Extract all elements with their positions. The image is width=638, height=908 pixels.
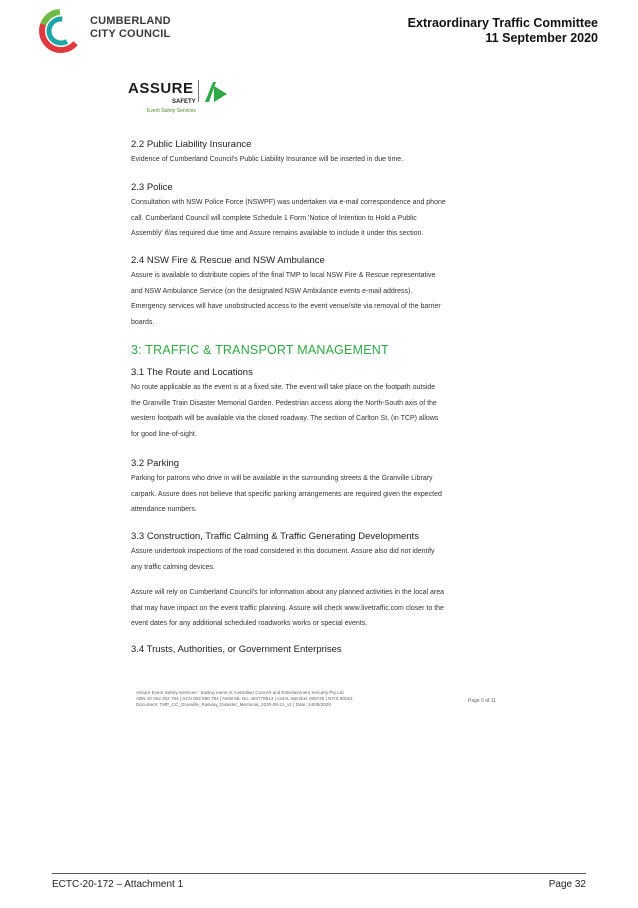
text-line: carpark. Assure does not believe that specific parking arrangements are required given the expected <box>131 490 442 498</box>
text-line: for good line-of-sight. <box>131 430 197 438</box>
text-line: Emergency services will have unobstructed access to the event venue/site via removal of the barrier <box>131 303 441 310</box>
section-2-3-body <box>131 195 511 242</box>
text-line: Evidence of Cumberland Council's Public Liability Insurance will be inserted in due time. <box>131 156 404 163</box>
text-line: Assure will rely on Cumberland Council's for information about any planned activities in the local area <box>131 589 444 596</box>
meeting-date: 11 September 2020 <box>485 31 598 45</box>
inner-footer-line: Assure Event Safety Services - trading name of Australian Concert and Entertainment Security Pty Ltd <box>136 690 344 695</box>
assure-logo-word: ASSURE <box>128 80 194 97</box>
text-line: Consultation with NSW Police Force (NSWPF) was undertaken via e-mail correspondence and phone <box>131 199 446 206</box>
assure-triangle-icon <box>203 80 229 104</box>
text-line: western footpath will be available via the closed roadway. The section of Carlton St. (in TCP) allows <box>131 415 439 422</box>
assure-logo-sub: SAFETY <box>172 99 196 105</box>
inner-footer-line: Document: TMP_CC_Granville_Railway_Disaster_Memorial_2020-08-21_v1 | Date: 24/08/2020 <box>136 702 331 707</box>
section-3-1-body <box>131 380 511 442</box>
footer-divider <box>52 873 586 874</box>
section-2-4-heading: 2.4 NSW Fire & Rescue and NSW Ambulance <box>131 255 325 266</box>
text-line: Assure is available to distribute copies of the final TMP to local NSW Fire & Rescue representative <box>131 272 436 279</box>
section-3-3-body <box>131 544 511 575</box>
section-3-heading: 3: TRAFFIC & TRANSPORT MANAGEMENT <box>131 343 389 357</box>
text-line: the Granville Train Disaster Memorial Garden. Pedestrian access along the North-South axis of the <box>131 399 437 407</box>
text-line: Assure undertook inspections of the road considered in this document. Assure also did not identify <box>131 548 435 555</box>
section-2-2-heading: 2.2 Public Liability Insurance <box>131 139 252 150</box>
text-line: any traffic calming devices. <box>131 563 215 571</box>
inner-footer-line: ABN 16 002 302 794 | ACN 002 590 794 | NSW ML No. 404776913 | ASIAL Member 008746 | NTIS 90024 <box>136 696 353 701</box>
text-line: No route applicable as the event is at a fixed site. The event will take place on the footpath outside <box>131 384 436 391</box>
committee-title: Extraordinary Traffic Committee <box>407 16 598 30</box>
section-2-4-body <box>131 268 511 330</box>
assure-logo-divider <box>198 80 199 102</box>
text-line: boards. <box>131 318 155 326</box>
inner-page-number: Page 6 of 11 <box>468 698 496 704</box>
section-3-2-heading: 3.2 Parking <box>131 458 180 469</box>
section-2-2-body <box>131 152 511 168</box>
text-line: and NSW Ambulance Service (on the designated NSW Ambulance events e-mail address). <box>131 287 413 295</box>
text-line: Assembly' if/as required due time and Assure remains available to include it under this section. <box>131 230 424 237</box>
council-name-line2: CITY COUNCIL <box>90 28 171 40</box>
section-3-3-heading: 3.3 Construction, Traffic Calming & Traffic Generating Developments <box>131 531 419 542</box>
text-line: that may have impact on the event traffic planning. Assure will check www.livetraffic.com closer to the <box>131 604 444 612</box>
assure-logo-tagline: Event Safety Services <box>147 108 196 114</box>
section-2-3-heading: 2.3 Police <box>131 182 173 193</box>
text-line: attendance numbers. <box>131 506 197 513</box>
section-3-2-body <box>131 471 511 518</box>
section-3-4-heading: 3.4 Trusts, Authorities, or Government Enterprises <box>131 644 342 655</box>
page-number: Page 32 <box>548 879 586 890</box>
text-line: event dates for any additional scheduled roadworks works or special events. <box>131 620 368 627</box>
text-line: Parking for patrons who drive in will be available in the surrounding streets & the Granville Library <box>131 475 433 482</box>
council-logo-icon <box>38 8 84 54</box>
council-name-line1: CUMBERLAND <box>90 15 171 27</box>
attachment-label: ECTC-20-172 – Attachment 1 <box>52 879 184 890</box>
section-3-1-heading: 3.1 The Route and Locations <box>131 367 253 378</box>
section-3-3-body-2 <box>131 585 511 632</box>
inner-footer <box>136 690 436 708</box>
text-line: call. Cumberland Council will complete Schedule 1 Form 'Notice of Intention to Hold a Public <box>131 214 417 222</box>
